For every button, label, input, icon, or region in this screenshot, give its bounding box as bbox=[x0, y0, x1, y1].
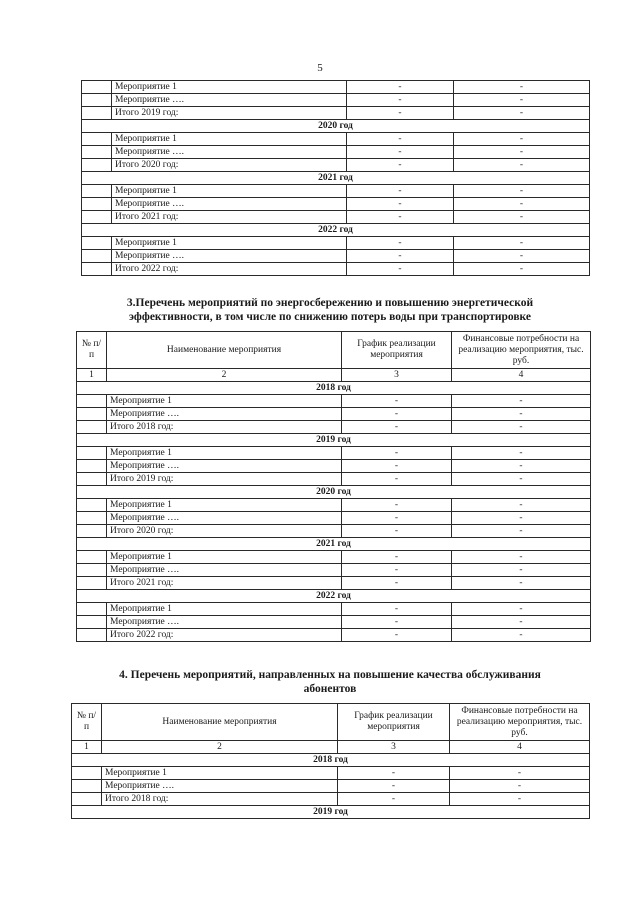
activity-name: Мероприятие …. bbox=[112, 94, 347, 107]
col-header-finance: Финансовые потребности на реализацию мероприятия, тыс. руб. bbox=[450, 704, 590, 741]
table-header-row bbox=[77, 332, 591, 369]
activity-name: Мероприятие 1 bbox=[112, 81, 347, 94]
table-row: Мероприятие 1 - - bbox=[77, 447, 591, 460]
column-number-row: 1 2 3 4 bbox=[72, 741, 590, 754]
year-row: 2022 год bbox=[82, 224, 590, 237]
year-row: 2019 год bbox=[72, 806, 590, 819]
table-row: Мероприятие 1 - - bbox=[82, 185, 590, 198]
table-row: Мероприятие …. - - bbox=[77, 408, 591, 421]
year-row: 2019 год bbox=[77, 434, 591, 447]
table-row: Мероприятие …. - - bbox=[82, 250, 590, 263]
table-row: Мероприятие …. - - bbox=[82, 146, 590, 159]
table-row: Мероприятие 1 - - bbox=[77, 395, 591, 408]
total-row: Итого 2022 год: - - bbox=[82, 263, 590, 276]
section-3-title: 3.Перечень мероприятий по энергосбережению и повышению энергетической эффективности, в том числе по снижению потерь воды при транспортировке bbox=[126, 297, 534, 323]
table-header-row bbox=[72, 704, 590, 741]
col-header-schedule: График реализации мероприятия bbox=[342, 332, 452, 369]
col-header-finance: Финансовые потребности на реализацию мероприятия, тыс. руб. bbox=[452, 332, 591, 369]
total-row: Итого 2018 год: - - bbox=[72, 793, 590, 806]
col-header-number: № п/п bbox=[72, 704, 102, 741]
table-row: Мероприятие …. - - bbox=[77, 616, 591, 629]
year-row: 2020 год bbox=[82, 120, 590, 133]
total-row: Итого 2021 год: - - bbox=[82, 211, 590, 224]
table-row: Мероприятие 1 - - bbox=[77, 499, 591, 512]
section-4-table bbox=[71, 703, 590, 819]
total-row: Итого 2020 год: - - bbox=[77, 525, 591, 538]
table-row: Мероприятие …. - - bbox=[82, 94, 590, 107]
col-header-number: № п/п bbox=[77, 332, 107, 369]
table-row: Мероприятие …. - - bbox=[72, 780, 590, 793]
table-row: Мероприятие …. - - bbox=[77, 460, 591, 473]
col-header-schedule: График реализации мероприятия bbox=[338, 704, 450, 741]
total-row: Итого 2019 год: - - bbox=[77, 473, 591, 486]
total-row: Итого 2020 год: - - bbox=[82, 159, 590, 172]
total-row: Итого 2019 год: - - bbox=[82, 107, 590, 120]
year-row: 2022 год bbox=[77, 590, 591, 603]
table-row: Мероприятие 1 - - bbox=[77, 551, 591, 564]
table-row: Мероприятие …. - - bbox=[82, 198, 590, 211]
table-row: Мероприятие 1 - - bbox=[82, 133, 590, 146]
year-row: 2020 год bbox=[77, 486, 591, 499]
table-row: Мероприятие 1 - - bbox=[82, 237, 590, 250]
table-row: Мероприятие 1 - - bbox=[77, 603, 591, 616]
year-row: 2018 год bbox=[72, 754, 590, 767]
continued-table bbox=[81, 80, 590, 276]
total-row: Итого 2022 год: - - bbox=[77, 629, 591, 642]
total-row: Итого 2021 год: - - bbox=[77, 577, 591, 590]
table-row: Мероприятие 1 - - bbox=[82, 81, 590, 94]
section-4-title: 4. Перечень мероприятий, направленных на повышение качества обслуживания абонентов bbox=[119, 669, 541, 695]
year-row: 2018 год bbox=[77, 382, 591, 395]
table-row: Мероприятие 1 - - bbox=[72, 767, 590, 780]
section-3-table bbox=[76, 331, 591, 642]
column-number-row: 1 2 3 4 bbox=[77, 369, 591, 382]
table-row: Мероприятие …. - - bbox=[77, 564, 591, 577]
table-row: Мероприятие …. - - bbox=[77, 512, 591, 525]
col-header-name: Наименование мероприятия bbox=[107, 332, 342, 369]
year-row: 2021 год bbox=[77, 538, 591, 551]
total-row: Итого 2018 год: - - bbox=[77, 421, 591, 434]
col-header-name: Наименование мероприятия bbox=[102, 704, 338, 741]
page-number: 5 bbox=[317, 62, 323, 74]
year-row: 2021 год bbox=[82, 172, 590, 185]
